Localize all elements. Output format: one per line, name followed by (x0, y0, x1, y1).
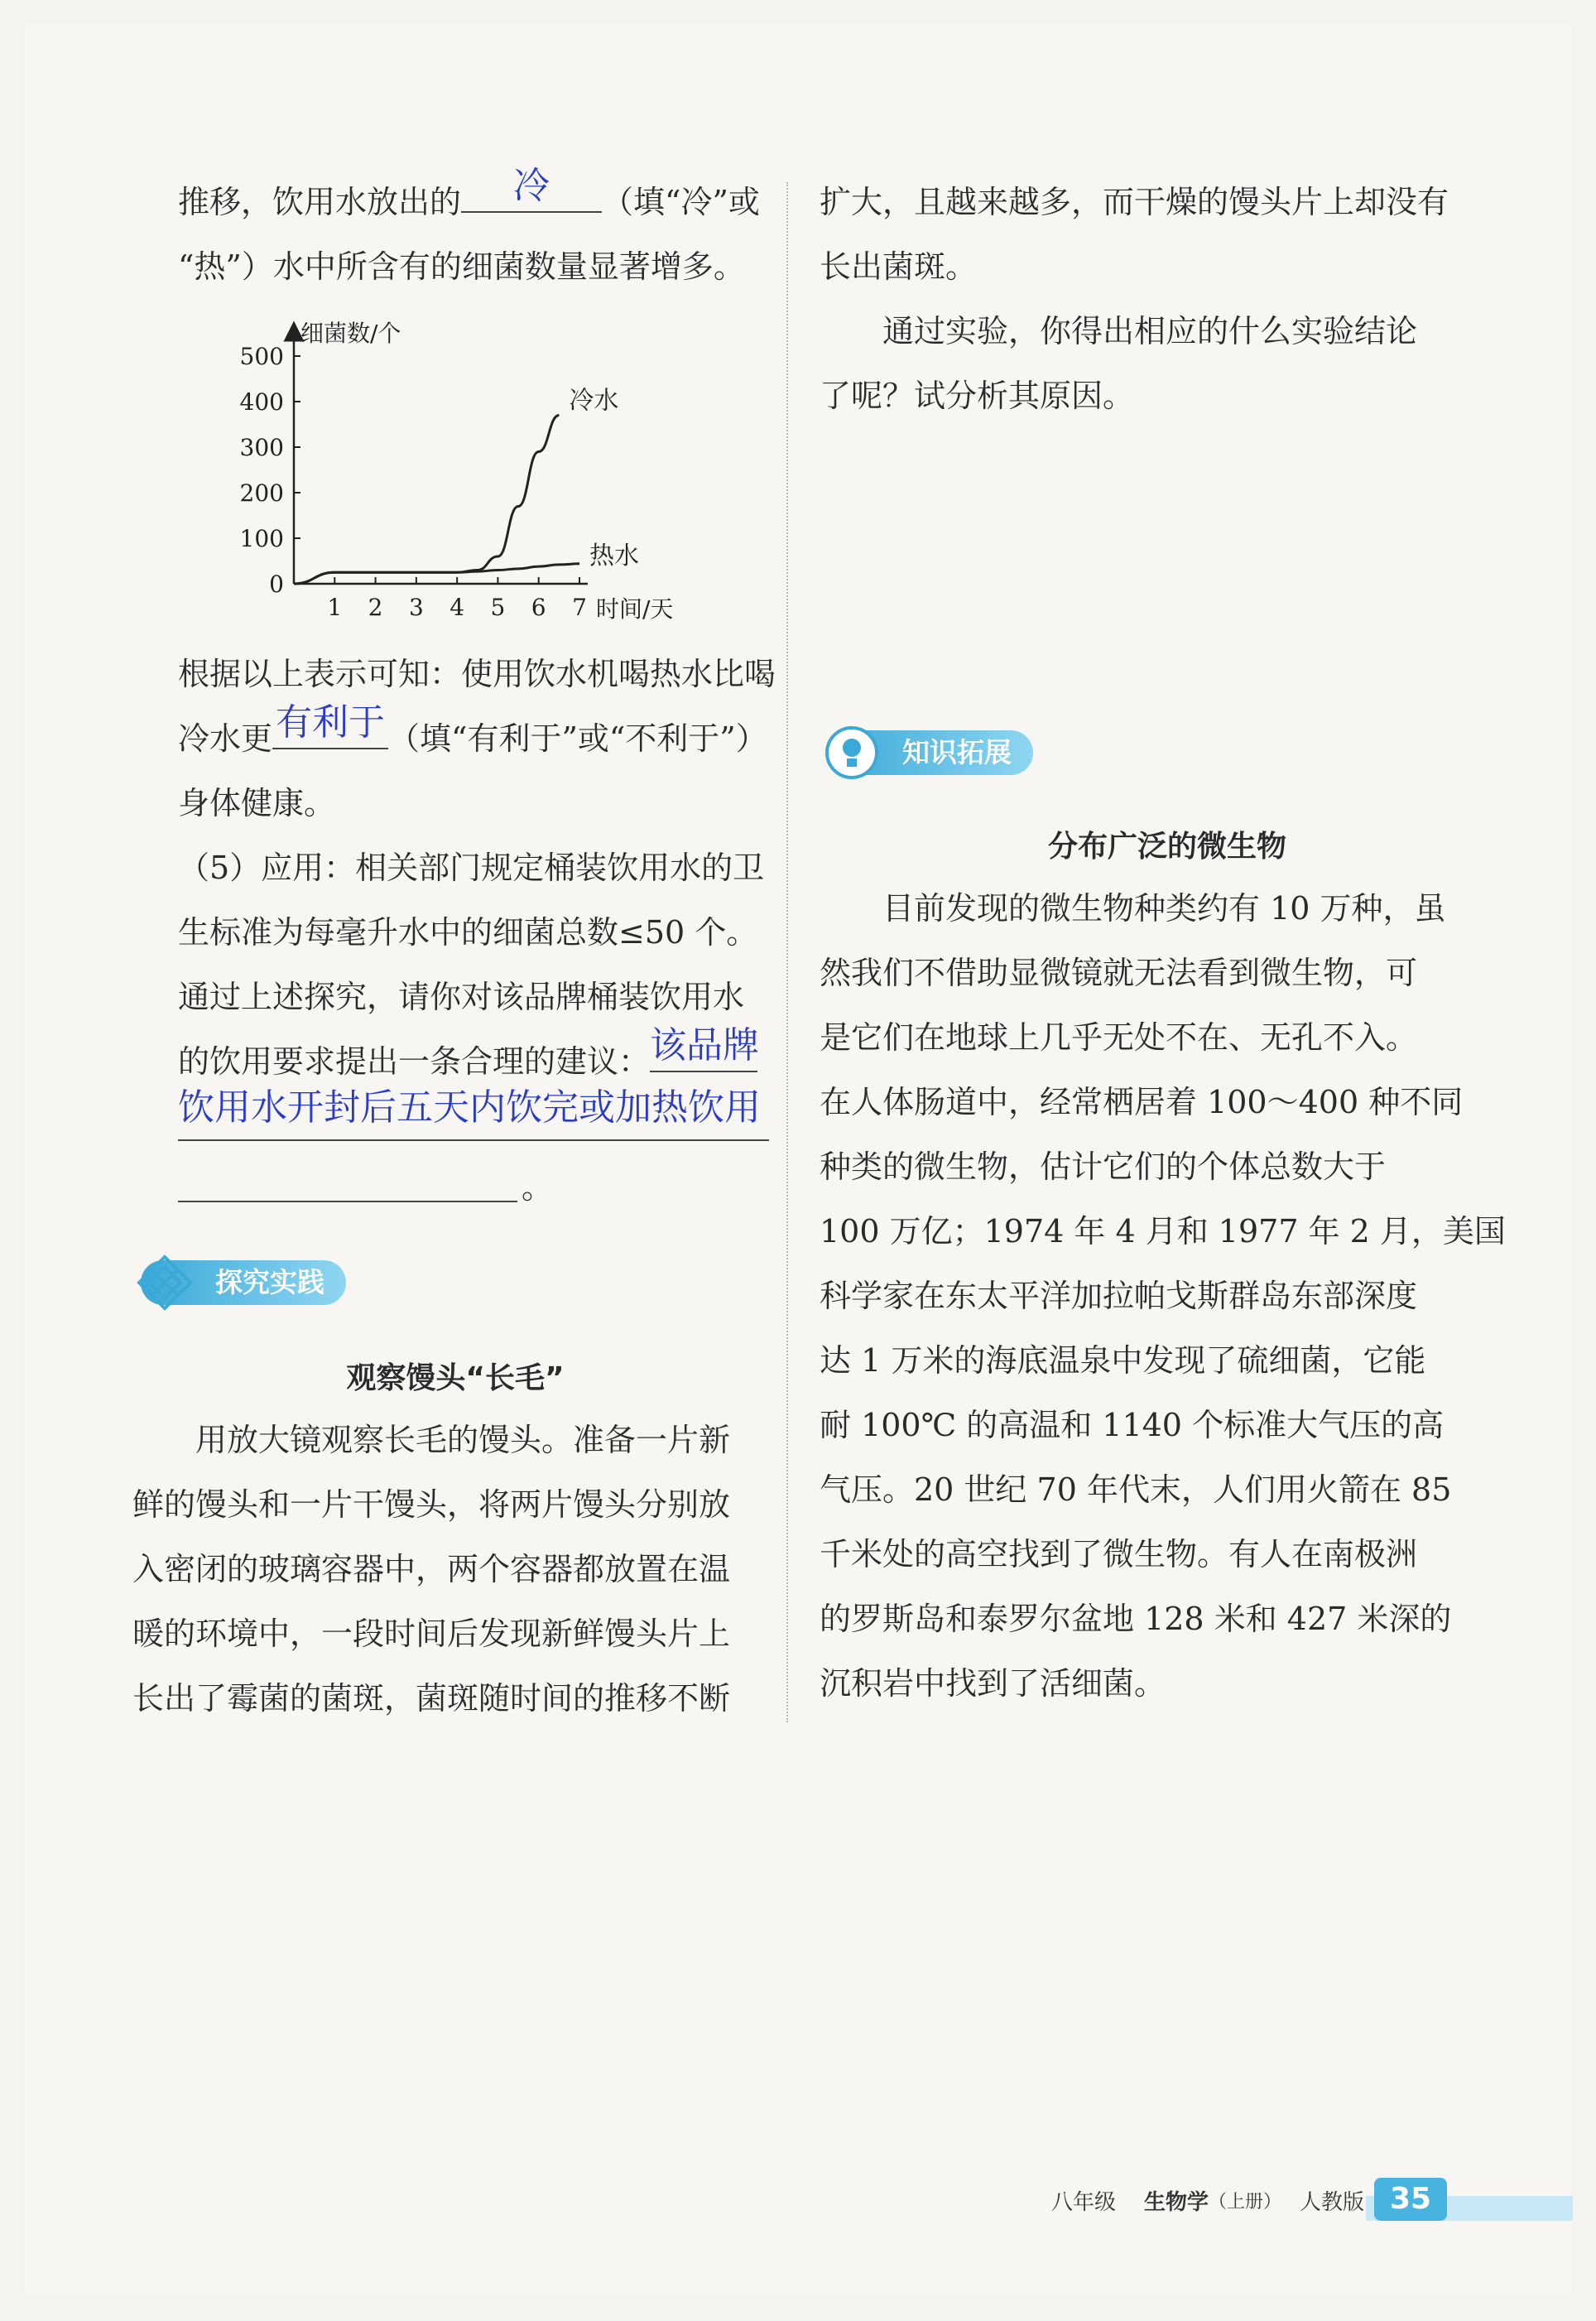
paragraph-line: 种类的微生物，估计它们的个体总数大于 (820, 1148, 1387, 1185)
answer-blank-2 (272, 701, 388, 749)
paragraph-line: 入密闭的玻璃容器中，两个容器都放置在温 (132, 1551, 731, 1587)
paragraph-line: 耐 100℃ 的高温和 1140 个标准大气压的高 (820, 1407, 1445, 1443)
footer-volume: （上册） (1209, 2192, 1282, 2213)
question-line (178, 165, 760, 234)
y-tick-label: 400 (239, 388, 284, 416)
x-axis-label: 时间/天 (596, 595, 674, 623)
paragraph-line: 身体健康。 (178, 785, 336, 821)
answer-blank-3 (650, 1024, 760, 1072)
paragraph-line: 达 1 万米的海底温泉中发现了硫细菌，它能 (820, 1342, 1426, 1379)
bacteria-line-chart (224, 306, 720, 638)
paragraph-line: 扩大，且越来越多，而干燥的馒头片上却没有 (820, 184, 1449, 220)
section-tag-knowledge (828, 730, 1033, 775)
series-line-cold-water (294, 416, 559, 585)
page-footer (1051, 2178, 1573, 2227)
handwritten-answer: 有利于 (276, 701, 386, 744)
paragraph-line: 气压。20 世纪 70 年代末，人们用火箭在 85 (820, 1471, 1452, 1508)
question-text: 冷水更 (178, 720, 273, 757)
footer-edition: 人教版 (1300, 2190, 1365, 2215)
paragraph-line: 通过上述探究，请你对该品牌桶装饮用水 (178, 979, 745, 1015)
paragraph-line: 然我们不借助显微镜就无法看到微生物，可 (820, 955, 1418, 991)
handwritten-answer: 冷 (513, 165, 550, 207)
question-text: （填“有利于”或“不利于”） (388, 720, 767, 757)
paragraph-line: 100 万亿；1974 年 4 月和 1977 年 2 月，美国 (820, 1213, 1506, 1250)
paragraph-line: （5）应用：相关部门规定桶装饮用水的卫 (178, 850, 765, 886)
series-label: 热水 (589, 541, 639, 571)
x-tick-label: 5 (490, 594, 506, 621)
paragraph-line: 是它们在地球上几乎无处不在、无孔不入。 (820, 1019, 1418, 1056)
footer-grade: 八年级 (1051, 2190, 1117, 2215)
page-number: 35 (1374, 2178, 1447, 2221)
y-tick-label: 200 (239, 479, 284, 507)
series-label: 冷水 (569, 386, 619, 416)
section-tag-inquiry (141, 1260, 346, 1305)
paragraph-line: 千米处的高空找到了微生物。有人在南极洲 (820, 1536, 1418, 1572)
answer-blank-1 (461, 165, 602, 213)
paragraph-line: 鲜的馒头和一片干馒头，将两片馒头分别放 (132, 1486, 731, 1523)
section-tag-label: 知识拓展 (902, 736, 1012, 768)
question-line (178, 701, 767, 771)
x-tick-label: 4 (449, 594, 465, 621)
period: 。 (522, 1169, 554, 1206)
paragraph-line: 长出菌斑。 (820, 248, 978, 285)
x-tick-label: 6 (531, 594, 546, 621)
paragraph-line: 沉积岩中找到了活细菌。 (820, 1665, 1166, 1702)
section-tag-label: 探究实践 (215, 1266, 324, 1298)
question-text: （填“冷”或 (602, 184, 760, 220)
handwritten-answer-line: 饮用水开封后五天内饮完或加热饮用 (178, 1085, 769, 1141)
x-tick-label: 1 (327, 594, 343, 621)
question-text: 的饮用要求提出一条合理的建议： (178, 1043, 651, 1080)
series-line-hot-water (294, 564, 579, 584)
paragraph-line: 在人体肠道中，经常栖居着 100～400 种不同 (820, 1084, 1464, 1120)
paragraph-line: 生标准为每毫升水中的细菌总数≤50 个。 (178, 914, 758, 951)
answer-blank-4 (178, 1201, 517, 1202)
question-text: 推移，饮用水放出的 (178, 184, 462, 220)
question-line: “热”）水中所含有的细菌数量显著增多。 (178, 248, 745, 285)
bulb-icon (821, 722, 882, 783)
paragraph-line: 根据以上表示可知：使用饮水机喝热水比喝 (178, 656, 776, 692)
section-heading: 观察馒头“长毛” (346, 1361, 565, 1395)
lattice-icon (134, 1252, 195, 1313)
y-tick-label: 0 (269, 571, 284, 598)
x-tick-label: 3 (408, 594, 424, 621)
y-tick-label: 500 (239, 343, 284, 370)
paragraph-line: 用放大镜观察长毛的馒头。准备一片新 (132, 1422, 731, 1458)
paragraph-line: 科学家在东太平洋加拉帕戈斯群岛东部深度 (820, 1278, 1418, 1314)
column-divider (786, 182, 788, 1722)
x-tick-label: 2 (368, 594, 383, 621)
handwritten-answer: 该品牌 (650, 1024, 760, 1067)
paragraph-line: 暖的环境中，一段时间后发现新鲜馒头片上 (132, 1616, 731, 1652)
y-tick-label: 300 (239, 434, 284, 461)
paragraph-line: 长出了霉菌的菌斑，菌斑随时间的推移不断 (132, 1680, 731, 1717)
section-heading: 分布广泛的微生物 (1047, 830, 1286, 864)
paragraph-line: 通过实验，你得出相应的什么实验结论 (820, 313, 1418, 349)
paragraph-line: 目前发现的微生物种类约有 10 万种，虽 (820, 890, 1446, 927)
y-tick-label: 100 (239, 525, 284, 552)
x-tick-label: 7 (572, 594, 587, 621)
y-axis-label: 细菌数/个 (300, 320, 401, 347)
footer-subject: 生物学 (1144, 2190, 1209, 2215)
paragraph-line: 的罗斯岛和泰罗尔盆地 128 米和 427 米深的 (820, 1601, 1452, 1637)
paragraph-line: 了呢？试分析其原因。 (820, 378, 1135, 414)
